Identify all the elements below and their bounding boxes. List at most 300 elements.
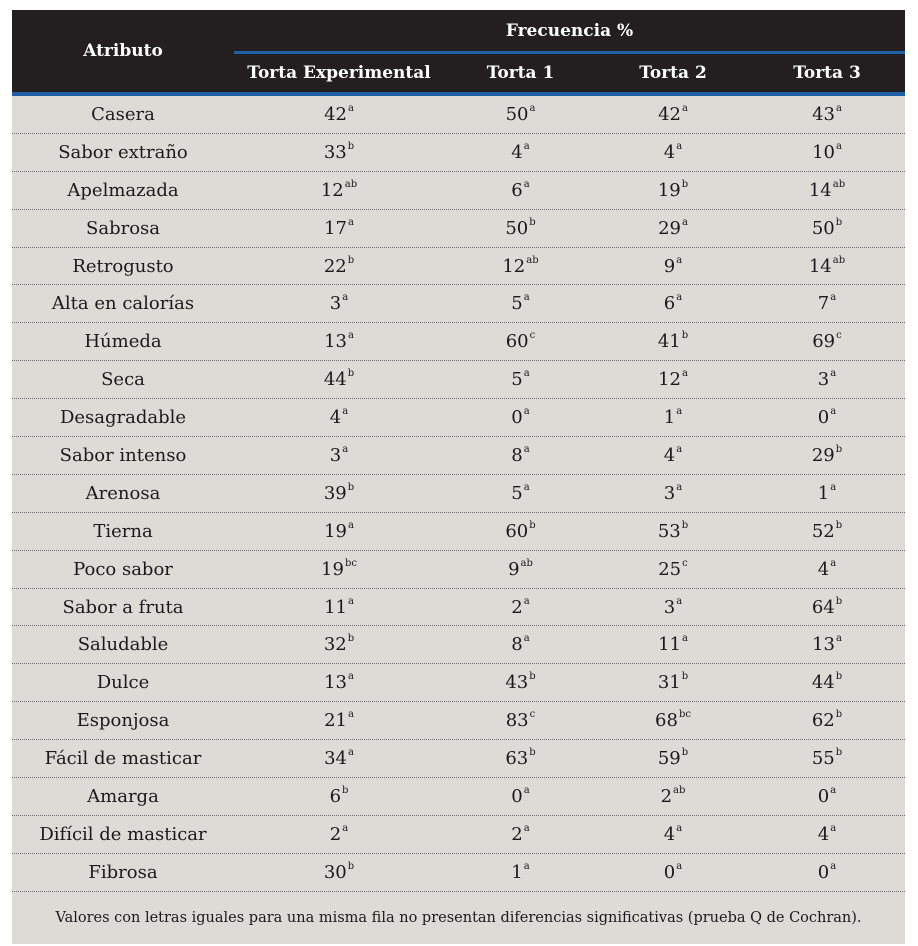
value-cell <box>749 172 905 209</box>
frequency-value: 19 <box>324 520 347 542</box>
significance-letter: a <box>676 406 683 418</box>
frequency-value: 29 <box>658 217 681 239</box>
attribute-cell: Seca <box>101 369 145 391</box>
significance-letter: a <box>835 102 842 114</box>
significance-letter: b <box>529 671 536 683</box>
table-row <box>12 210 905 248</box>
frequency-value: 64 <box>811 596 835 618</box>
frequency-value: 7 <box>817 293 830 315</box>
frequency-value: 63 <box>505 748 529 770</box>
value-cell <box>444 399 597 436</box>
value-cell <box>749 589 905 626</box>
value-cell <box>749 248 905 285</box>
frequency-value: 50 <box>505 217 529 239</box>
value-cell <box>444 248 597 285</box>
significance-letter: ab <box>520 557 533 569</box>
value-cell <box>234 96 444 133</box>
value-cell <box>749 323 905 360</box>
table-row <box>12 740 905 778</box>
significance-letter: b <box>681 671 689 683</box>
significance-letter: c <box>682 557 688 569</box>
frequency-value: 5 <box>511 369 523 391</box>
significance-letter: a <box>676 443 683 455</box>
significance-letter: a <box>523 595 530 607</box>
frequency-value: 6 <box>663 293 676 315</box>
value-cell <box>749 399 905 436</box>
value-cell <box>444 361 597 398</box>
significance-letter: a <box>523 860 530 872</box>
significance-letter: a <box>342 406 349 418</box>
significance-letter: b <box>681 178 689 190</box>
frequency-value: 4 <box>663 141 676 163</box>
significance-letter: a <box>676 822 683 834</box>
frequency-value: 5 <box>511 482 523 504</box>
significance-letter: a <box>676 860 683 872</box>
value-cell <box>597 361 749 398</box>
frequency-value: 12 <box>658 369 681 391</box>
attribute-cell: Sabor a fruta <box>62 596 184 618</box>
attribute-cell: Alta en calorías <box>51 293 195 315</box>
significance-letter: b <box>347 481 355 493</box>
value-cell <box>749 96 905 133</box>
significance-letter: a <box>342 443 349 455</box>
table-row <box>12 172 905 210</box>
value-cell <box>444 323 597 360</box>
value-cell <box>597 513 749 550</box>
frequency-value: 13 <box>324 672 347 694</box>
significance-letter: a <box>523 633 530 645</box>
frequency-value: 14 <box>808 255 832 277</box>
value-cell <box>597 96 749 133</box>
frequency-value: 3 <box>817 369 830 391</box>
value-cell <box>749 437 905 474</box>
attribute-cell: Sabor extraño <box>58 141 188 163</box>
significance-letter: a <box>523 292 530 304</box>
value-cell <box>597 854 749 891</box>
value-cell <box>444 210 597 247</box>
value-cell <box>444 778 597 815</box>
significance-letter: a <box>347 519 354 531</box>
frequency-value: 59 <box>657 748 681 770</box>
value-cell <box>234 854 444 891</box>
significance-letter: a <box>342 292 349 304</box>
frequency-value: 0 <box>817 785 830 807</box>
value-cell <box>597 816 749 853</box>
significance-letter: a <box>523 178 530 190</box>
frequency-value: 42 <box>324 103 347 125</box>
frequency-table <box>12 10 905 944</box>
column-header-torta-3: Torta 3 <box>793 63 861 83</box>
value-cell <box>234 513 444 550</box>
frequency-value: 1 <box>511 861 523 883</box>
value-cell <box>749 475 905 512</box>
value-cell <box>597 437 749 474</box>
significance-letter: b <box>529 216 536 228</box>
significance-letter: a <box>676 595 683 607</box>
significance-letter: a <box>835 633 842 645</box>
frequency-value: 0 <box>663 861 676 883</box>
frequency-value: 19 <box>657 179 681 201</box>
value-cell <box>444 437 597 474</box>
frequency-value: 3 <box>663 482 676 504</box>
frequency-value: 9 <box>508 558 520 580</box>
frequency-value: 43 <box>505 672 529 694</box>
significance-letter: b <box>835 671 843 683</box>
value-cell <box>234 589 444 626</box>
significance-letter: a <box>830 481 837 493</box>
frequency-value: 12 <box>502 255 526 277</box>
significance-letter: b <box>835 443 843 455</box>
value-cell <box>444 589 597 626</box>
value-cell <box>444 285 597 322</box>
value-cell <box>597 702 749 739</box>
significance-letter: a <box>676 254 683 266</box>
significance-letter: a <box>676 292 683 304</box>
significance-letter: a <box>830 784 837 796</box>
value-cell <box>597 248 749 285</box>
frequency-value: 4 <box>329 407 342 429</box>
significance-letter: a <box>830 368 837 380</box>
value-cell <box>234 172 444 209</box>
significance-letter: ab <box>344 178 358 190</box>
frequency-value: 17 <box>324 217 347 239</box>
value-cell <box>234 399 444 436</box>
significance-letter: a <box>523 481 530 493</box>
significance-letter: a <box>676 481 683 493</box>
significance-letter: b <box>347 140 355 152</box>
significance-letter: c <box>529 330 536 342</box>
frequency-value: 9 <box>663 255 676 277</box>
attribute-cell: Sabrosa <box>86 217 160 239</box>
value-cell <box>597 285 749 322</box>
value-cell <box>444 854 597 891</box>
frequency-value: 32 <box>323 634 347 656</box>
attribute-cell: Sabor intenso <box>59 444 187 466</box>
significance-letter: a <box>830 822 837 834</box>
value-cell <box>749 551 905 588</box>
significance-letter: c <box>836 330 842 342</box>
frequency-value: 1 <box>663 407 676 429</box>
frequency-value: 13 <box>324 331 347 353</box>
significance-letter: ab <box>673 784 686 796</box>
significance-letter: a <box>830 406 837 418</box>
value-cell <box>234 134 444 171</box>
frequency-value: 55 <box>811 748 835 770</box>
frequency-value: 0 <box>511 785 523 807</box>
attribute-cell: Amarga <box>87 785 159 807</box>
frequency-value: 11 <box>324 596 347 618</box>
attribute-cell: Húmeda <box>84 331 162 353</box>
significance-letter: b <box>835 216 843 228</box>
value-cell <box>234 626 444 663</box>
value-cell <box>234 816 444 853</box>
frequency-value: 4 <box>663 444 676 466</box>
significance-letter: a <box>529 102 536 114</box>
value-cell <box>444 740 597 777</box>
attribute-cell: Dulce <box>96 672 150 694</box>
significance-letter: a <box>835 140 842 152</box>
significance-letter: a <box>347 216 354 228</box>
attribute-cell: Apelmazada <box>67 179 179 201</box>
column-header-torta-1: Torta 1 <box>486 63 555 83</box>
frequency-value: 29 <box>811 444 835 466</box>
significance-letter: b <box>342 784 349 796</box>
significance-letter: b <box>347 633 355 645</box>
significance-letter: a <box>347 671 354 683</box>
significance-letter: a <box>523 140 530 152</box>
significance-letter: b <box>529 747 536 759</box>
significance-letter: b <box>835 595 843 607</box>
value-cell <box>444 134 597 171</box>
significance-letter: bc <box>678 709 691 721</box>
attribute-cell: Saludable <box>77 634 169 656</box>
table-row <box>12 285 905 323</box>
frequency-value: 3 <box>329 293 342 315</box>
frequency-value: 22 <box>323 255 347 277</box>
table-row <box>12 854 905 892</box>
significance-letter: b <box>835 709 843 721</box>
frequency-value: 1 <box>817 482 830 504</box>
value-cell <box>234 323 444 360</box>
attribute-cell: Difícil de masticar <box>39 823 207 845</box>
frequency-group-header: Frecuencia % <box>234 10 905 54</box>
table-row <box>12 778 905 816</box>
value-cell <box>234 285 444 322</box>
significance-letter: b <box>347 368 355 380</box>
frequency-value: 0 <box>817 861 830 883</box>
frequency-value: 11 <box>658 634 681 656</box>
frequency-value: 13 <box>812 634 835 656</box>
table-row <box>12 361 905 399</box>
value-cell <box>597 134 749 171</box>
significance-letter: a <box>347 102 354 114</box>
frequency-value: 4 <box>511 141 523 163</box>
value-cell <box>444 551 597 588</box>
significance-letter: a <box>347 747 354 759</box>
column-header-torta-experimental: Torta Experimental <box>247 63 431 83</box>
table-row <box>12 399 905 437</box>
value-cell <box>444 816 597 853</box>
significance-letter: b <box>529 519 536 531</box>
table-row <box>12 589 905 627</box>
value-cell <box>749 134 905 171</box>
value-cell <box>597 626 749 663</box>
table-row <box>12 702 905 740</box>
value-cell <box>234 778 444 815</box>
value-cell <box>234 437 444 474</box>
value-cell <box>597 399 749 436</box>
table-row <box>12 323 905 361</box>
frequency-value: 0 <box>817 407 830 429</box>
frequency-value: 60 <box>505 520 529 542</box>
frequency-value: 2 <box>511 596 523 618</box>
value-cell <box>234 740 444 777</box>
frequency-value: 5 <box>511 293 523 315</box>
attribute-cell: Poco sabor <box>73 558 173 580</box>
frequency-value: 34 <box>324 748 347 770</box>
table-row <box>12 437 905 475</box>
frequency-value: 52 <box>811 520 835 542</box>
value-cell <box>234 475 444 512</box>
significance-letter: a <box>676 140 683 152</box>
value-cell <box>597 551 749 588</box>
frequency-value: 14 <box>808 179 832 201</box>
value-cell <box>749 210 905 247</box>
significance-letter: a <box>523 406 530 418</box>
value-cell <box>444 513 597 550</box>
value-cell <box>234 551 444 588</box>
frequency-value: 19 <box>321 558 344 580</box>
frequency-value: 44 <box>811 672 835 694</box>
value-cell <box>234 664 444 701</box>
value-cell <box>749 664 905 701</box>
frequency-value: 6 <box>511 179 523 201</box>
attribute-cell: Tierna <box>93 520 153 542</box>
value-cell <box>749 702 905 739</box>
significance-letter: b <box>835 519 843 531</box>
frequency-value: 39 <box>323 482 347 504</box>
frequency-value: 83 <box>505 710 529 732</box>
significance-letter: ab <box>832 254 846 266</box>
value-cell <box>444 664 597 701</box>
significance-letter: b <box>347 860 355 872</box>
table-body <box>12 96 905 892</box>
value-cell <box>597 475 749 512</box>
value-cell <box>749 361 905 398</box>
value-cell <box>597 172 749 209</box>
frequency-value: 44 <box>323 369 347 391</box>
attribute-cell: Retrogusto <box>72 255 174 277</box>
value-cell <box>234 361 444 398</box>
significance-letter: a <box>342 822 349 834</box>
significance-letter: a <box>523 822 530 834</box>
value-cell <box>597 778 749 815</box>
value-cell <box>444 702 597 739</box>
value-cell <box>749 816 905 853</box>
frequency-value: 4 <box>817 823 830 845</box>
frequency-value: 60 <box>505 331 529 353</box>
table-row <box>12 513 905 551</box>
table-row <box>12 664 905 702</box>
significance-letter: bc <box>344 557 357 569</box>
significance-letter: ab <box>526 254 539 266</box>
frequency-value: 33 <box>323 141 347 163</box>
table-row <box>12 626 905 664</box>
attribute-cell: Arenosa <box>85 482 161 504</box>
significance-letter: b <box>835 747 843 759</box>
frequency-value: 50 <box>505 103 529 125</box>
significance-letter: a <box>681 216 688 228</box>
table-footnote: Valores con letras iguales para una misma fila no presentan diferencias significativas (prueba Q de Cochran). <box>12 892 905 944</box>
value-cell <box>234 702 444 739</box>
significance-letter: a <box>681 102 688 114</box>
value-cell <box>234 248 444 285</box>
value-cell <box>749 626 905 663</box>
frequency-value: 0 <box>511 407 523 429</box>
frequency-value: 12 <box>320 179 344 201</box>
significance-letter: a <box>830 292 837 304</box>
significance-letter: b <box>347 254 355 266</box>
frequency-value: 3 <box>663 596 676 618</box>
significance-letter: a <box>347 709 354 721</box>
frequency-value: 31 <box>657 672 681 694</box>
frequency-value: 3 <box>329 444 342 466</box>
value-cell <box>597 664 749 701</box>
frequency-value: 2 <box>511 823 523 845</box>
frequency-value: 25 <box>658 558 682 580</box>
attribute-cell: Fibrosa <box>88 861 158 883</box>
attribute-column-header: Atributo <box>83 41 163 61</box>
frequency-value: 8 <box>511 444 523 466</box>
frequency-value: 50 <box>811 217 835 239</box>
value-cell <box>749 854 905 891</box>
frequency-value: 42 <box>658 103 681 125</box>
significance-letter: a <box>523 368 530 380</box>
value-cell <box>444 475 597 512</box>
attribute-cell: Desagradable <box>59 407 187 429</box>
table-row <box>12 551 905 589</box>
frequency-value: 2 <box>660 785 673 807</box>
table-row <box>12 248 905 286</box>
significance-letter: b <box>681 330 689 342</box>
frequency-value: 21 <box>324 710 347 732</box>
frequency-value: 4 <box>817 558 830 580</box>
value-cell <box>597 323 749 360</box>
attribute-cell: Esponjosa <box>76 710 170 732</box>
frequency-value: 10 <box>812 141 835 163</box>
significance-letter: a <box>830 557 837 569</box>
table-row <box>12 134 905 172</box>
frequency-value: 53 <box>657 520 681 542</box>
value-cell <box>749 285 905 322</box>
value-cell <box>444 172 597 209</box>
value-cell <box>749 778 905 815</box>
frequency-value: 2 <box>329 823 342 845</box>
significance-letter: a <box>830 860 837 872</box>
value-cell <box>749 740 905 777</box>
significance-letter: a <box>347 595 354 607</box>
value-cell <box>234 210 444 247</box>
frequency-value: 62 <box>811 710 835 732</box>
value-cell <box>597 210 749 247</box>
significance-letter: c <box>529 709 536 721</box>
value-cell <box>749 513 905 550</box>
table-row <box>12 816 905 854</box>
significance-letter: a <box>681 368 688 380</box>
significance-letter: b <box>681 747 689 759</box>
attribute-cell: Fácil de masticar <box>44 748 202 770</box>
column-headers <box>234 54 905 92</box>
frequency-value: 68 <box>655 710 678 732</box>
value-cell <box>597 589 749 626</box>
frequency-value: 8 <box>511 634 523 656</box>
table-header <box>12 10 905 96</box>
table-row <box>12 96 905 134</box>
frequency-value: 30 <box>323 861 347 883</box>
table-row <box>12 475 905 513</box>
value-cell <box>597 740 749 777</box>
significance-letter: a <box>523 443 530 455</box>
value-cell <box>444 96 597 133</box>
significance-letter: b <box>681 519 689 531</box>
significance-letter: a <box>681 633 688 645</box>
significance-letter: a <box>347 330 354 342</box>
frequency-value: 6 <box>329 785 342 807</box>
value-cell <box>444 626 597 663</box>
column-header-torta-2: Torta 2 <box>639 63 707 83</box>
significance-letter: ab <box>832 178 846 190</box>
frequency-value: 4 <box>663 823 676 845</box>
